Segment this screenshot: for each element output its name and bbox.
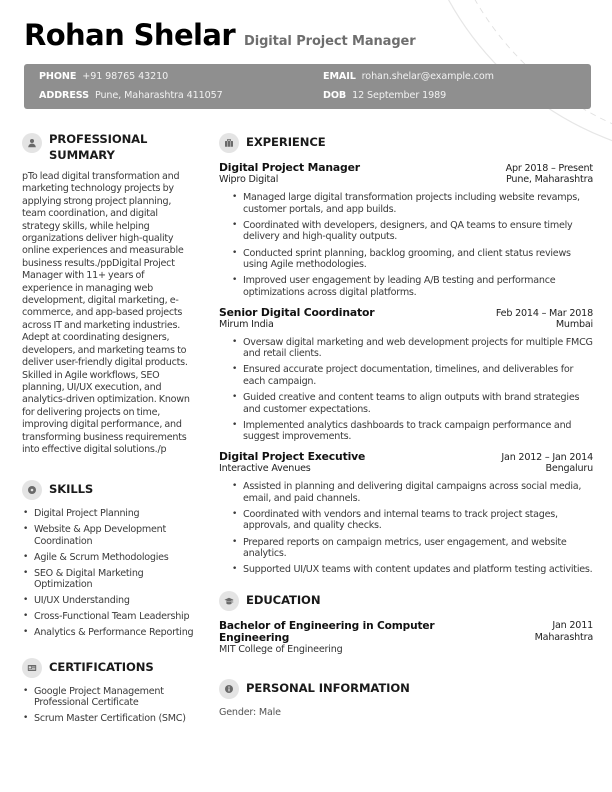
education-header bbox=[219, 590, 593, 611]
job-dates: Feb 2014 – Mar 2018 bbox=[495, 307, 593, 319]
resume-header bbox=[24, 18, 416, 52]
job-location: Mumbai bbox=[555, 318, 593, 330]
job-location: Pune, Maharashtra bbox=[506, 174, 593, 185]
job-title: Senior Digital Coordinator bbox=[219, 305, 375, 319]
job-bullet: • Guided creative and content teams to align outputs with brand strategies and customer expectations. bbox=[231, 392, 593, 415]
info-icon bbox=[219, 679, 239, 699]
address-label: ADDRESS bbox=[39, 90, 89, 101]
dob-value: 12 September 1989 bbox=[352, 90, 447, 101]
certification-item: • Google Project Management Professional Certificate bbox=[22, 686, 194, 710]
contact-dob bbox=[323, 90, 446, 101]
personal-info-header bbox=[219, 678, 593, 699]
skills-header bbox=[22, 479, 194, 500]
email-value: rohan.shelar@example.com bbox=[361, 71, 494, 82]
job-bullet: • Implemented analytics dashboards to track campaign performance and suggest improvements. bbox=[231, 420, 593, 443]
target-icon bbox=[22, 480, 42, 500]
job-bullet: • Oversaw digital marketing and web development projects for multiple FMCG and retail clients. bbox=[231, 337, 593, 360]
job-bullet: • Conducted sprint planning, backlog grooming, and client status reviews using Agile methodologies. bbox=[231, 248, 593, 271]
skill-item: • UI/UX Understanding bbox=[22, 595, 194, 607]
personal-info-title: PERSONAL INFORMATION bbox=[246, 681, 410, 696]
skill-item: • SEO & Digital Marketing Optimization bbox=[22, 568, 194, 592]
job-bullets bbox=[219, 192, 593, 299]
summary-title: PROFESSIONAL SUMMARY bbox=[49, 132, 148, 162]
education-school: MIT College of Engineering bbox=[219, 644, 343, 656]
job-bullet: • Assisted in planning and delivering digital campaigns across social media, email, and paid channels. bbox=[231, 481, 593, 504]
certifications-title: CERTIFICATIONS bbox=[49, 659, 154, 674]
summary-text: pTo lead digital transformation and marketing technology projects by applying strong project planning, team coordination, and digital strategy skills, while helping organizations deliver high-quality online experiences and measurable business results./ppDigital Project Manager with 11+ years of experience in managing web development, digital marketing, e-commerce, and app-based projects across IT and marketing industries. Adept at coordinating designers, developers, and marketing teams to deliver user-friendly digital products. Skilled in Agile workflows, SEO planning, UI/UX execution, and analytics-driven optimization. Known for delivering projects on time, improving digital performance, and transforming business requirements into effective digital solutions./p bbox=[22, 171, 190, 455]
job-title: Digital Project Manager bbox=[219, 161, 360, 174]
briefcase-icon bbox=[219, 133, 239, 153]
job-bullets bbox=[219, 337, 593, 444]
summary-header bbox=[22, 132, 194, 163]
skill-item: • Agile & Scrum Methodologies bbox=[22, 552, 194, 564]
dob-label: DOB bbox=[323, 90, 347, 101]
job-location: Bengaluru bbox=[545, 463, 593, 475]
skill-item: • Analytics & Performance Reporting bbox=[22, 627, 194, 639]
education-degree: Bachelor of Engineering in Computer Engineering bbox=[219, 620, 435, 645]
phone-value: +91 98765 43210 bbox=[82, 71, 169, 82]
candidate-role: Digital Project Manager bbox=[244, 34, 416, 49]
job-dates: Jan 2012 – Jan 2014 bbox=[501, 452, 593, 464]
skill-item: • Website & App Development Coordination bbox=[22, 524, 194, 548]
candidate-name: Rohan Shelar bbox=[24, 18, 236, 52]
skill-item: • Digital Project Planning bbox=[22, 508, 194, 520]
contact-address bbox=[39, 90, 223, 101]
job-entry bbox=[219, 306, 593, 444]
phone-label: PHONE bbox=[39, 71, 77, 82]
skills-section bbox=[22, 479, 194, 638]
job-bullet: • Prepared reports on campaign metrics, user engagement, and website analytics. bbox=[231, 537, 593, 560]
education-title: EDUCATION bbox=[246, 593, 321, 607]
job-company: Wipro Digital bbox=[219, 174, 279, 185]
education-entry bbox=[219, 620, 593, 656]
certification-item: • Scrum Master Certification (SMC) bbox=[22, 713, 194, 725]
job-bullet: • Improved user engagement by leading A/B testing and performance optimizations across digital platforms. bbox=[231, 275, 593, 298]
job-dates: Apr 2018 – Present bbox=[505, 163, 593, 174]
job-bullet: • Managed large digital transformation projects including website revamps, customer portals, and app builds. bbox=[231, 192, 593, 215]
job-bullets bbox=[219, 481, 593, 576]
job-bullet: • Supported UI/UX teams with content updates and platform testing activities. bbox=[231, 564, 593, 576]
left-column bbox=[22, 132, 194, 729]
skills-list bbox=[22, 508, 194, 638]
education-location: Maharashtra bbox=[534, 632, 593, 643]
job-company: Mirum India bbox=[219, 318, 274, 330]
contact-band bbox=[24, 64, 591, 109]
skill-item: • Cross-Functional Team Leadership bbox=[22, 611, 194, 623]
certifications-section bbox=[22, 657, 194, 725]
education-date: Jan 2011 bbox=[552, 620, 593, 631]
right-column bbox=[219, 132, 593, 718]
education-section bbox=[219, 590, 593, 656]
certifications-list bbox=[22, 686, 194, 725]
contact-phone bbox=[39, 71, 168, 82]
job-company: Interactive Avenues bbox=[219, 463, 311, 475]
job-title: Digital Project Executive bbox=[219, 450, 366, 464]
experience-title: EXPERIENCE bbox=[246, 135, 326, 149]
job-bullet: • Coordinated with vendors and internal teams to track project stages, approvals, and quality checks. bbox=[231, 509, 593, 532]
personal-info-section bbox=[219, 678, 593, 718]
experience-header bbox=[219, 132, 593, 153]
job-entry bbox=[219, 161, 593, 299]
certificate-card-icon bbox=[22, 658, 42, 678]
job-bullet: • Ensured accurate project documentation, timelines, and deliverables for each campaign. bbox=[231, 364, 593, 387]
skills-title: SKILLS bbox=[49, 482, 94, 497]
summary-section bbox=[22, 132, 194, 456]
email-label: EMAIL bbox=[323, 71, 356, 82]
certifications-header bbox=[22, 657, 194, 678]
experience-section bbox=[219, 132, 593, 576]
graduation-cap-icon bbox=[219, 591, 239, 611]
job-entry bbox=[219, 450, 593, 576]
contact-email bbox=[323, 71, 494, 82]
gender-value: Gender: Male bbox=[219, 707, 281, 719]
address-value: Pune, Maharashtra 411057 bbox=[94, 90, 223, 101]
person-icon bbox=[22, 133, 42, 153]
job-bullet: • Coordinated with developers, designers, and QA teams to ensure timely delivery and high-quality outputs. bbox=[231, 220, 593, 243]
